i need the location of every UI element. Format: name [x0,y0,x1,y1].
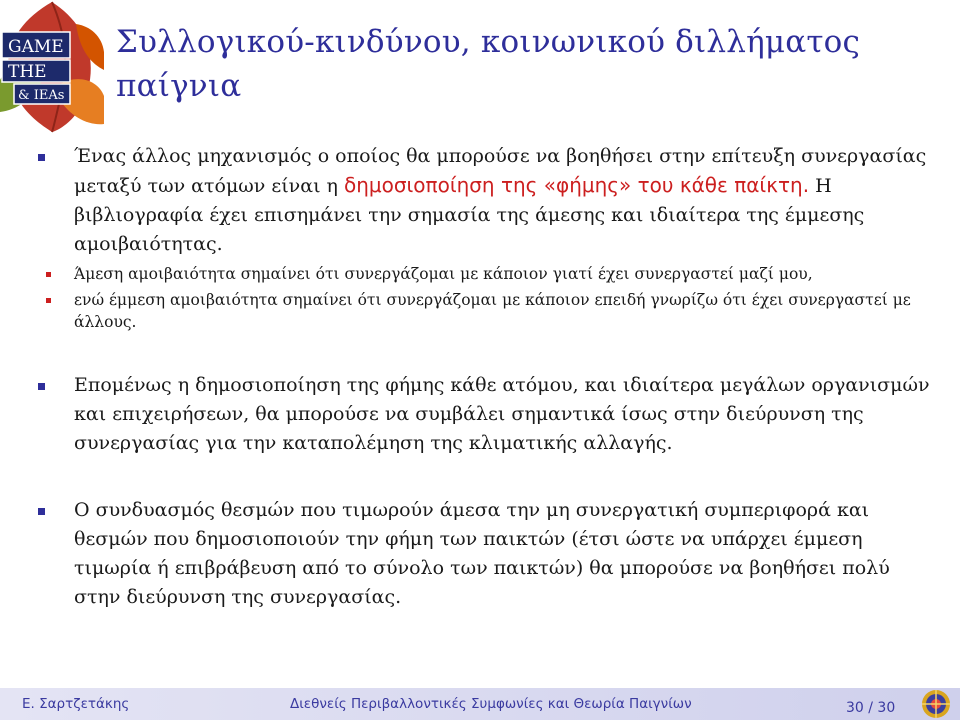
sub-item-text: Άμεση αμοιβαιότητα σημαίνει ότι συνεργάζομαι με κάποιον γιατί έχει συνεργαστεί μαζί μου, [74,265,813,283]
sub-item-indirect [34,289,934,333]
logo-text-ieas: & IEAs [18,88,65,103]
square-bullet-icon [38,154,45,161]
logo-text-game: GAME [8,37,64,57]
bullet-item-institutions [34,496,934,612]
square-bullet-icon [38,508,45,515]
square-bullet-icon [46,298,51,303]
bullet-item-reputation [34,142,934,259]
university-emblem-icon [916,688,956,724]
bullet-text: Ένας άλλος μηχανισμός ο οποίος θα μπορούσε να βοηθήσει στην επίτευξη συνεργασίας μεταξύ των ατόμων είναι η [74,145,927,197]
sub-item-direct [34,263,934,285]
logo-text-theory: THE [8,62,47,82]
bullet-text: Ο συνδυασμός θεσμών που τιμωρούν άμεσα την μη συνεργατική συμπεριφορά και θεσμών που δημοσιοποιούν την φήμη των παικτών (έτσι ώστε να υπάρχει έμμεση τιμωρία ή επιβράβευση από το σύνολο των παικτών) θα μπορούσε να βοηθήσει πολύ στην διεύρυνση της συνεργασίας. [74,499,890,608]
bullet-item-publicity [34,371,934,458]
footer-author: Ε. Σαρτζετάκης [22,696,130,712]
slide-title: Συλλογικού-κινδύνου, κοινωνικού διλλήματος παίγνια [116,24,861,104]
footer-course-title: Διεθνείς Περιβαλλοντικές Συμφωνίες και Θεωρία Παιγνίων [290,696,692,712]
bullet-text: Η βιβλιογραφία έχει επισημάνει την σημασία της άμεσης και ιδιαίτερα της έμμεσης αμοιβαιότητας. [74,175,865,255]
square-bullet-icon [46,272,51,277]
slide-body [34,142,934,612]
page-number: 30 / 30 [846,700,896,716]
bullet-text: Επομένως η δημοσιοποίηση της φήμης κάθε ατόμου, και ιδιαίτερα μεγάλων οργανισμών και επιχειρήσεων, θα μπορούσε να συμβάλει σημαντικά ίσως στην διεύρυνση της συνεργασίας για την καταπολέμηση της κλιματικής αλλαγής. [74,374,930,454]
square-bullet-icon [38,383,45,390]
game-theory-logo [0,0,104,134]
footer-bar [0,688,960,720]
highlight-text: δημοσιοποίηση της «φήμης» του κάθε παίκτη. [343,173,810,197]
sub-item-text: ενώ έμμεση αμοιβαιότητα σημαίνει ότι συνεργάζομαι με κάποιον επειδή γνωρίζω ότι έχει συνεργαστεί με άλλους. [74,291,911,331]
sub-list [34,263,934,333]
